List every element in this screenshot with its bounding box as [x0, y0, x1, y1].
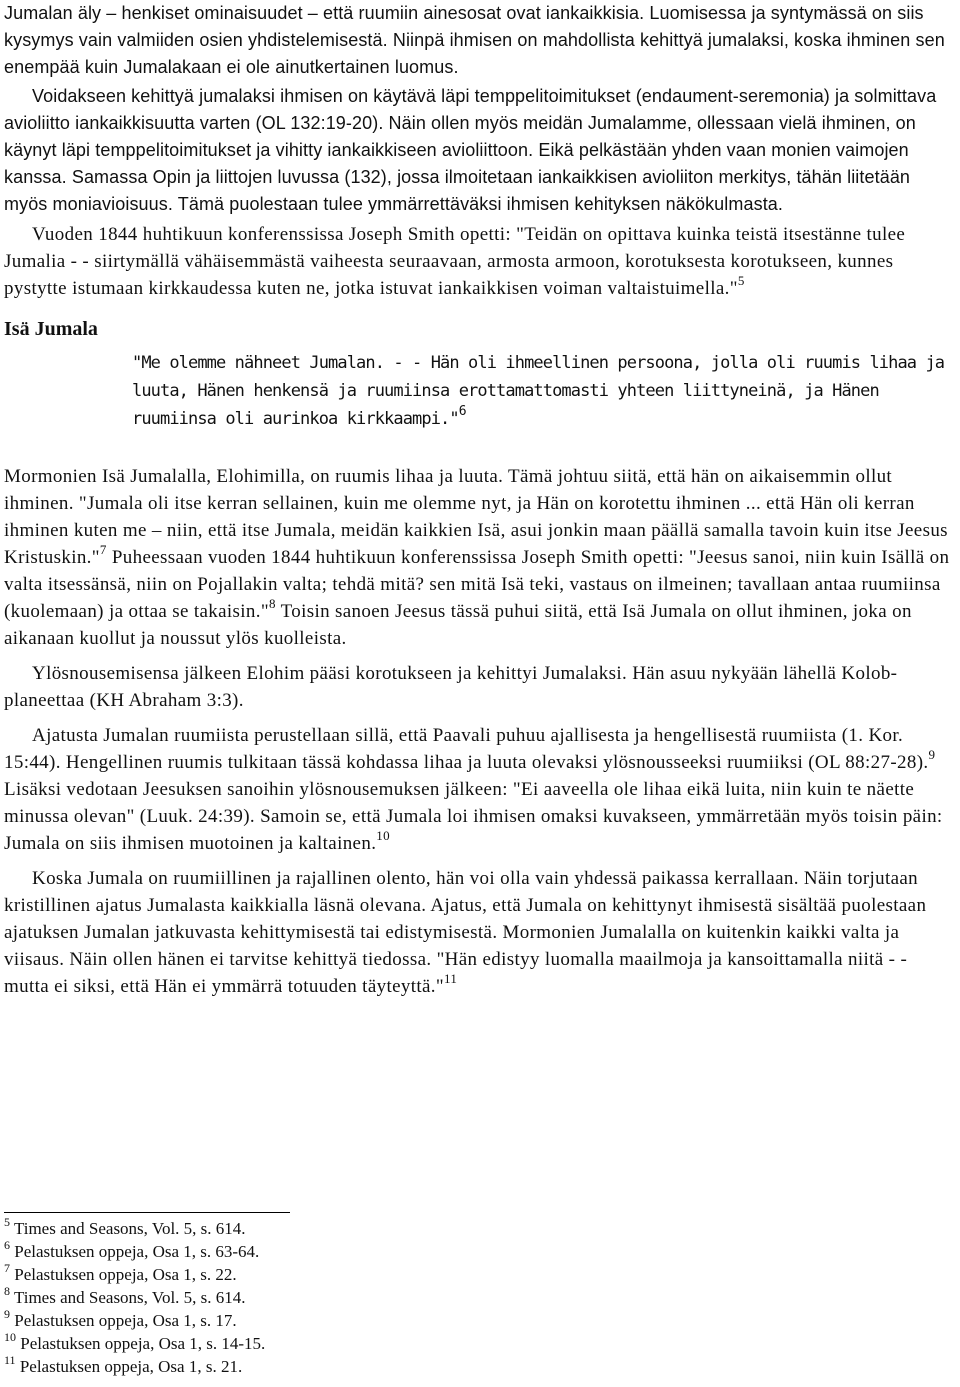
footnote-ref-5[interactable]: 5 — [737, 272, 745, 288]
paragraph-body — [4, 722, 954, 857]
footnote-text: Pelastuksen oppeja, Osa 1, s. 22. — [14, 1265, 237, 1284]
footnotes — [4, 1212, 604, 1378]
footnote-ref-6[interactable]: 6 — [458, 404, 466, 420]
footnote-divider — [4, 1212, 290, 1213]
footnote-ref-10[interactable]: 10 — [376, 827, 390, 843]
footnote-number: 10 — [4, 1330, 16, 1345]
block-quote-text: "Me olemme nähneet Jumalan. - - Hän oli ihmeellinen persoona, jolla oli ruumis lihaa ja luuta, Hänen henkensä ja ruumiinsa erottamattomasti yhteen liittyneinä, ja Hänen ruumiinsa oli aurinkoa kirkkaampi." — [132, 353, 945, 429]
footnote-number: 7 — [4, 1261, 10, 1276]
footnote — [4, 1217, 604, 1240]
paragraph-intro — [4, 0, 954, 81]
paragraph-kolob — [4, 660, 954, 714]
footnote-text: Times and Seasons, Vol. 5, s. 614. — [13, 1219, 246, 1238]
paragraph-conference-text: Vuoden 1844 huhtikuun konferenssissa Joseph Smith opetti: "Teidän on opittava kuinka teistä itsestänne tulee Jumalia - - siirtymällä vähäisemmästä vaiheesta seuraavaan, armosta armoon, korotuksesta korotukseen, kunnes pystytte istumaan kirkkaudessa kuten ne, jotka istuvat iankaikkisen voiman valtaistuimella." — [4, 224, 906, 299]
paragraph-body-text-1: Ajatusta Jumalan ruumiista perustellaan sillä, että Paavali puhuu ajallisesta ja hengellisestä ruumiista (1. Kor. 15:44). Hengellinen ruumis tulkitaan tässä kohdassa lihaa ja luuta olevaksi ylösnousseeksi ruumiiksi (OL 88:27-28). — [4, 725, 929, 773]
footnote — [4, 1286, 604, 1309]
paragraph-intro-text: Jumalan äly – henkiset ominaisuudet – että ruumiin ainesosat ovat iankaikkisia. Luomisessa ja syntymässä on siis kysymys vain valmiiden osien yhdistelemisestä. Niinpä ihmisen on mahdollista kehittyä jumalaksi, koska ihminen sen enempää kuin Jumalakaan ei ole ainutkertainen luomus. — [4, 3, 945, 77]
paragraph-temple-text: Voidakseen kehittyä jumalaksi ihmisen on käytävä läpi temppelitoimitukset (endaument-seremonia) ja solmittava avioliitto iankaikkisuutta varten (OL 132:19-20). Näin ollen myös meidän Jumalamme, ollessaan vielä ihminen, on käynyt läpi temppelitoimitukset ja vihitty iankaikkiseen avioliittoon. Eikä pelkästään yhden vaan monien vaimojen kanssa. Samassa Opin ja liittojen luvussa (132), jossa ilmoitetaan iankaikkisen avioliiton merkitys, tähän liitetään myös moniavioisuus. Tämä puolestaan tulee ymmärrettäväksi ihmisen kehityksen näkökulmasta. — [4, 86, 937, 214]
paragraph-elohim-text-2: Puheessaan vuoden 1844 huhtikuun konferenssissa Joseph Smith opetti: "Jeesus sanoi, niin kuin Isällä on valta itsessänsä, niin on Pojallakin valta; tehdä mitä? sen mitä Isä teki, vastaus on ilmeinen; tavallaan antaa ruumiinsa (kuolemaan) ja ottaa se takaisin." — [4, 547, 950, 622]
paragraph-conference-1844 — [4, 221, 954, 302]
block-quote — [132, 349, 954, 433]
footnote-number: 6 — [4, 1238, 10, 1253]
footnote-text: Pelastuksen oppeja, Osa 1, s. 14-15. — [20, 1334, 266, 1353]
paragraph-elohim-text-1: Mormonien Isä Jumalalla, Elohimilla, on ruumis lihaa ja luuta. Tämä johtuu siitä, että hän on aikaisemmin ollut ihminen. "Jumala oli itse kerran sellainen, kuin me olemme nyt, ja Hän on korotettu ihminen ... että Hän oli kerran ihminen kuten me – niin, että itse Jumala, meidän kaikkien Isä, asui jonkin maan päällä samalla tavoin kuin itse Jeesus Kristuskin." — [4, 466, 948, 568]
footnote-ref-8[interactable]: 8 — [268, 595, 276, 611]
paragraph-place — [4, 865, 954, 1000]
footnote-number: 11 — [4, 1353, 16, 1368]
paragraph-kolob-text: Ylösnousemisensa jälkeen Elohim pääsi korotukseen ja kehittyi Jumalaksi. Hän asuu nykyään lähellä Kolob-planeettaa (KH Abraham 3:3). — [4, 663, 898, 711]
footnote-ref-9[interactable]: 9 — [928, 746, 936, 762]
footnote — [4, 1263, 604, 1286]
section-heading-isa-jumala: Isä Jumala — [4, 318, 98, 340]
footnote-ref-11[interactable]: 11 — [443, 970, 458, 986]
paragraph-elohim — [4, 463, 954, 652]
footnote-number: 9 — [4, 1307, 10, 1322]
footnote — [4, 1240, 604, 1263]
page-body — [4, 0, 954, 1000]
footnote — [4, 1355, 604, 1378]
footnote-number: 5 — [4, 1215, 10, 1230]
footnote-text: Times and Seasons, Vol. 5, s. 614. — [13, 1288, 246, 1307]
paragraph-elohim-text-3: Toisin sanoen Jeesus tässä puhui siitä, että Isä Jumala on ollut ihminen, joka on aikanaan kuollut ja noussut ylös kuolleista. — [4, 601, 912, 649]
footnote-text: Pelastuksen oppeja, Osa 1, s. 63-64. — [14, 1242, 260, 1261]
footnote-ref-7[interactable]: 7 — [99, 541, 107, 557]
paragraph-place-text: Koska Jumala on ruumiillinen ja rajallinen olento, hän voi olla vain yhdessä paikassa kerrallaan. Näin torjutaan kristillinen ajatus Jumalasta kaikkialla läsnä olevana. Ajatus, että Jumala on kehittynyt ihmisestä sisältää puolestaan ajatuksen Jumalan jatkuvasta kehittymisestä tai edistymisestä. Mormonien Jumalalla on kuitenkin kaikki valta ja viisaus. Näin ollen hänen ei tarvitse kehittyä tiedossa. "Hän edistyy luomalla maailmoja ja kansoittamalla niitä - - mutta ei siksi, että Hän ei ymmärrä totuuden täyteyttä." — [4, 868, 927, 997]
footnote-number: 8 — [4, 1284, 10, 1299]
paragraph-body-text-2: Lisäksi vedotaan Jeesuksen sanoihin ylösnousemuksen jälkeen: "Ei aaveella ole lihaa eikä luita, niin kuin te näette minussa olevan" (Luuk. 24:39). Samoin se, että Jumala loi ihmisen omaksi kuvakseen, ymmärretään myös toisin päin: Jumala on siis ihmisen muotoinen ja kaltainen. — [4, 779, 943, 854]
paragraph-temple — [4, 83, 954, 218]
footnote — [4, 1332, 604, 1355]
footnote-text: Pelastuksen oppeja, Osa 1, s. 17. — [14, 1311, 237, 1330]
footnote-text: Pelastuksen oppeja, Osa 1, s. 21. — [19, 1357, 243, 1376]
footnote — [4, 1309, 604, 1332]
